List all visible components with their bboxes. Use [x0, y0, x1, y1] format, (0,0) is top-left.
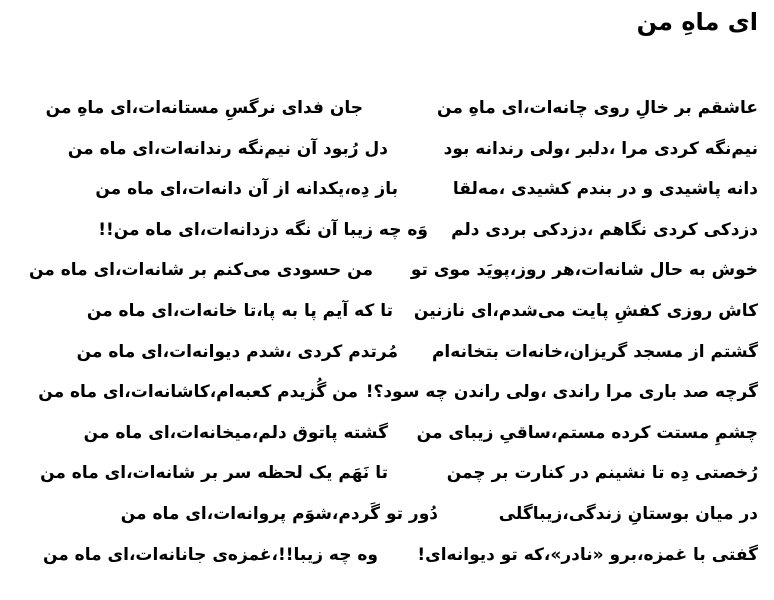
couplet-row	[28, 498, 758, 539]
first-hemistich: گرچه صد باری مرا راندی ،ولی راندن چه سود؟!	[365, 382, 758, 403]
couplet-row	[28, 539, 758, 580]
second-hemistich: تا که آیم پا به پا،تا خانه‌ات،ای ماه من	[86, 300, 393, 321]
second-hemistich: دل رُبود آن نیم‌نگه رندانه‌ات،ای ماه من	[67, 138, 388, 159]
couplet-row	[28, 457, 758, 498]
couplet-row	[28, 173, 758, 214]
first-hemistich: دزدکی کردی نگاهم ،دزدکی بردی دلم	[451, 219, 758, 240]
second-hemistich: من گُزیدم کعبه‌ام،کاشانه‌ات،ای ماه من	[38, 382, 358, 403]
second-hemistich: وه چه زیبا!!،غمزه‌ی جانانه‌ات،ای ماه من	[42, 544, 378, 565]
first-hemistich: چشمِ مستت کرده مستم،ساقیِ زیبای من	[416, 422, 758, 443]
second-hemistich: تا نَهَم یک لحظه سر بر شانه‌ات،ای ماه من	[40, 463, 388, 484]
first-hemistich: گفتی با غمزه،برو «نادر»،که تو دیوانه‌ای!	[417, 544, 758, 565]
couplet-row	[28, 376, 758, 417]
first-hemistich: رُخصتی دِه تا نشینم در کنارت بر چمن	[446, 463, 758, 484]
poem-body	[28, 92, 758, 579]
second-hemistich: وَه چه زیبا آن نگه دزدانه‌ات،ای ماه من!!	[98, 219, 428, 240]
first-hemistich: کاش روزی کفشِ پایت می‌شدم،ای نازنین	[413, 300, 758, 321]
first-hemistich: دانه پاشیدی و در بندم کشیدی ،مه‌لقا	[452, 179, 758, 200]
first-hemistich: در میان بوستانِ زندگی،زیباگلی	[498, 503, 758, 524]
second-hemistich: من حسودی می‌کنم بر شانه‌ات،ای ماه من	[28, 260, 373, 281]
couplet-row	[28, 133, 758, 174]
couplet-row	[28, 417, 758, 458]
first-hemistich: عاشقم بر خالِ روی چانه‌ات،ای ماهِ من	[437, 98, 758, 118]
poem-title: ای ماهِ من	[636, 8, 758, 36]
first-hemistich: نیم‌نگه کردی مرا ،دلبر ،ولی رندانه بود	[443, 138, 758, 159]
second-hemistich: مُرتدم کردی ،شدم دیوانه‌ات،ای ماه من	[76, 341, 398, 362]
second-hemistich: جان فدای نرگسِ مستانه‌ات،ای ماهِ من	[45, 98, 363, 118]
second-hemistich: گشته پاتوق دلم،میخانه‌ات،ای ماه من	[83, 422, 388, 443]
couplet-row	[28, 92, 758, 133]
second-hemistich: دُور تو گَردم،شوَم پروانه‌ات،ای ماه من	[120, 503, 438, 524]
couplet-row	[28, 336, 758, 377]
first-hemistich: خوش به حال شانه‌ات،هر روز،پویَد موی تو	[410, 260, 758, 281]
first-hemistich: گشتم از مسجد گریزان،خانه‌ات بتخانه‌ام	[431, 341, 758, 362]
second-hemistich: باز دِه،یکدانه از آن دانه‌ات،ای ماه من	[95, 179, 398, 200]
couplet-row	[28, 214, 758, 255]
couplet-row	[28, 295, 758, 336]
couplet-row	[28, 254, 758, 295]
